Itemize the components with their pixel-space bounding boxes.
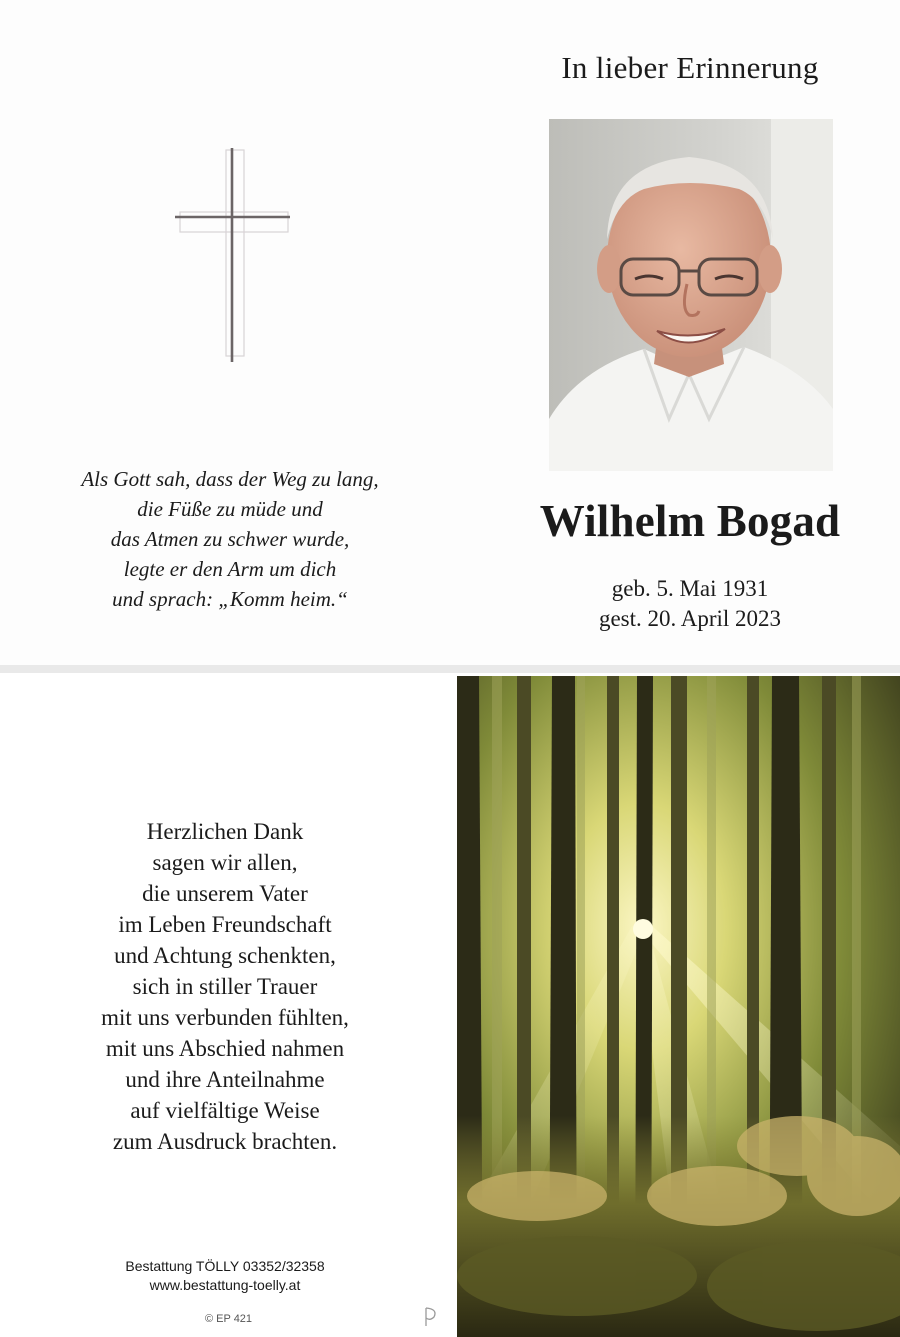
thanks-line: sich in stiller Trauer <box>132 974 318 999</box>
life-dates <box>470 574 900 634</box>
thanks-line: mit uns verbunden fühlten, <box>101 1005 349 1030</box>
thanks-line: mit uns Abschied nahmen <box>105 1036 345 1061</box>
copyright: © EP 421 <box>205 1313 253 1325</box>
poem-line: legte er den Arm um dich <box>123 557 337 581</box>
funeral-home-website[interactable]: www.bestattung-toelly.at <box>149 1277 301 1293</box>
thanks-line: sagen wir allen, <box>152 850 298 875</box>
thanks-line: zum Ausdruck brachten. <box>112 1129 338 1154</box>
cross-icon <box>172 146 292 364</box>
forest-photo <box>457 676 900 1337</box>
deceased-name: Wilhelm Bogad <box>539 496 841 546</box>
thanks-text <box>10 816 440 1157</box>
front-card <box>0 0 900 665</box>
memorial-heading: In lieber Erinnerung <box>561 50 819 85</box>
thanks-line: und Achtung schenkten, <box>114 943 336 968</box>
death-date: gest. 20. April 2023 <box>598 606 782 631</box>
poem-line: die Füße zu müde und <box>137 497 323 521</box>
portrait-photo <box>549 119 833 471</box>
funeral-home-info <box>40 1257 410 1295</box>
poem-line: und sprach: „Komm heim.“ <box>112 587 348 611</box>
handwritten-mark-icon <box>420 1305 440 1329</box>
funeral-home-name: Bestattung TÖLLY 03352/32358 <box>125 1258 325 1274</box>
poem-line: Als Gott sah, dass der Weg zu lang, <box>81 467 379 491</box>
poem-line: das Atmen zu schwer wurde, <box>110 527 350 551</box>
thanks-line: und ihre Anteilnahme <box>125 1067 325 1092</box>
thanks-line: Herzlichen Dank <box>146 819 304 844</box>
thanks-line: die unserem Vater <box>142 881 308 906</box>
birth-date: geb. 5. Mai 1931 <box>611 576 769 601</box>
card-divider <box>0 665 900 673</box>
thanks-line: im Leben Freundschaft <box>118 912 332 937</box>
poem <box>20 464 440 614</box>
thanks-line: auf vielfältige Weise <box>130 1098 320 1123</box>
